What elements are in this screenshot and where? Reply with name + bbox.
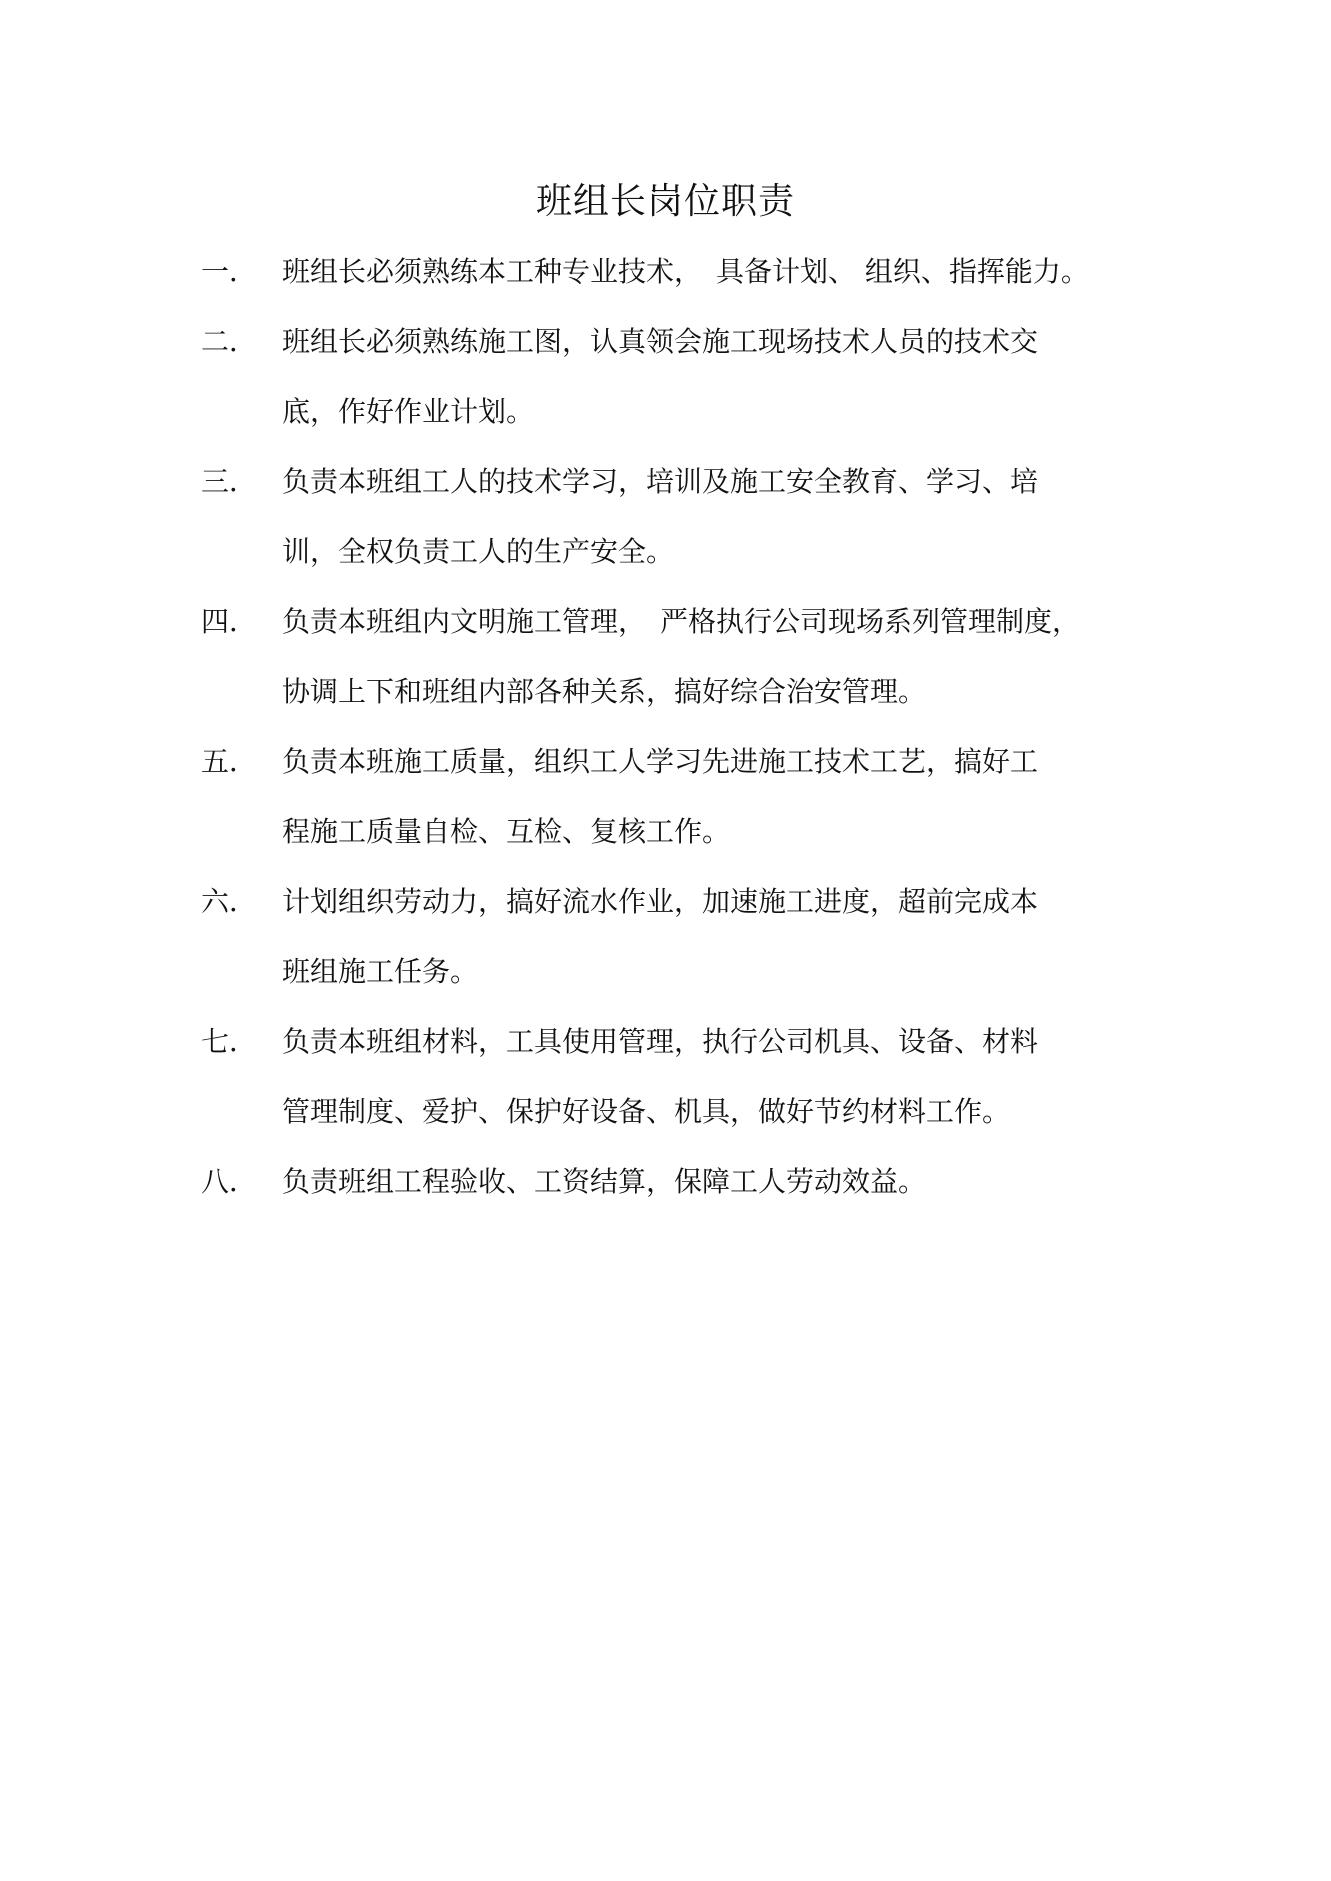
item-text-line: 管理制度、爱护、保护好设备、机具，做好节约材料工作。	[282, 1095, 1011, 1128]
item-text-line: 班组施工任务。	[282, 955, 479, 988]
item-text-line: 负责本班组工人的技术学习，培训及施工安全教育、学习、培	[282, 465, 1039, 498]
item-text-line: 负责本班组材料，工具使用管理，执行公司机具、设备、材料	[282, 1025, 1039, 1058]
item-number: 三．	[201, 465, 258, 498]
item-number: 六．	[201, 885, 258, 918]
item-number: 五．	[201, 745, 258, 778]
item-number: 一．	[201, 255, 258, 288]
item-text-line: 班组长必须熟练本工种专业技术， 具备计划、 组织、指挥能力。	[282, 255, 1089, 288]
item-text-line: 班组长必须熟练施工图，认真领会施工现场技术人员的技术交	[282, 325, 1039, 358]
item-text-line: 负责本班施工质量，组织工人学习先进施工技术工艺，搞好工	[282, 745, 1039, 778]
item-number: 八．	[201, 1165, 258, 1198]
item-text-line: 程施工质量自检、互检、复核工作。	[282, 815, 731, 848]
item-text-line: 计划组织劳动力，搞好流水作业，加速施工进度，超前完成本	[282, 885, 1039, 918]
item-text-line: 协调上下和班组内部各种关系，搞好综合治安管理。	[282, 675, 927, 708]
page-title: 班组长岗位职责	[535, 181, 795, 222]
item-number: 二．	[201, 325, 258, 358]
item-text-line: 负责本班组内文明施工管理， 严格执行公司现场系列管理制度，	[282, 605, 1081, 638]
item-number: 七．	[201, 1025, 258, 1058]
item-text-line: 底，作好作业计划。	[282, 395, 535, 428]
item-number: 四．	[201, 605, 258, 638]
item-text-line: 负责班组工程验收、工资结算，保障工人劳动效益。	[282, 1165, 927, 1198]
item-text-line: 训，全权负责工人的生产安全。	[282, 535, 675, 568]
